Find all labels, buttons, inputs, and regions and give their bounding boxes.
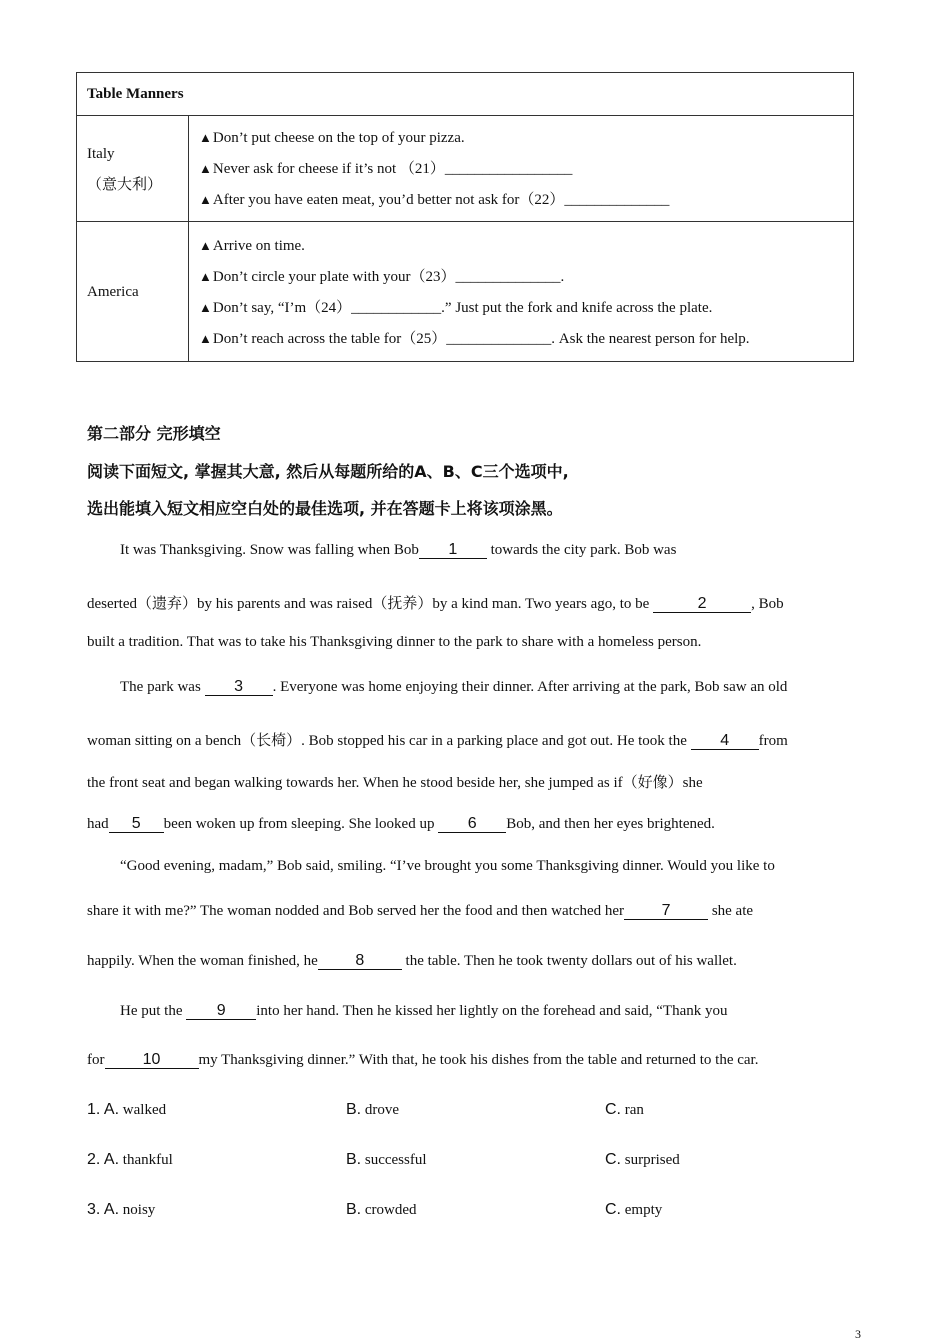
table-row-italy [77, 116, 854, 222]
passage-line: “Good evening, madam,” Bob said, smiling. “I’ve brought you some Thanksgiving dinner. Would you like to [120, 858, 775, 874]
passage-line: deserted（遗弃）by his parents and was raised（抚养）by a kind man. Two years ago, to be 2 , Bob [87, 595, 784, 612]
option-c: C. surprised [605, 1151, 680, 1168]
country-name-cn: （意大利） [87, 174, 163, 193]
passage-line: woman sitting on a bench（长椅）. Bob stopped his car in a parking place and got out. He took the 4 from [87, 732, 788, 749]
option-a: 1. A. walked [87, 1101, 167, 1118]
rule-item: ▲Don’t put cheese on the top of your pizza. [199, 130, 465, 146]
rules-cell-italy [189, 116, 854, 222]
passage-line: the front seat and began walking towards her. When he stood beside her, she jumped as if（好像）she [87, 775, 703, 791]
table-title: Table Manners [77, 73, 854, 116]
passage-line: The park was 3 . Everyone was home enjoying their dinner. After arriving at the park, Bob saw an old [120, 678, 788, 695]
rule-item: ▲Don’t circle your plate with your（23）______________. [199, 268, 565, 285]
triangle-bullet-icon: ▲ [199, 161, 212, 176]
country-name: Italy [87, 145, 115, 162]
triangle-bullet-icon: ▲ [199, 299, 212, 315]
passage-line: He put the 9 into her hand. Then he kissed her lightly on the forehead and said, “Thank you [120, 1002, 728, 1019]
passage-line: happily. When the woman finished, he 8 the table. Then he took twenty dollars out of his wallet. [87, 952, 737, 969]
country-cell-america: America [77, 222, 189, 362]
blank-8: 8 [318, 953, 402, 970]
passage-line: share it with me?” The woman nodded and Bob served her the food and then watched her 7 she ate [87, 902, 754, 919]
blank-7: 7 [624, 903, 708, 920]
triangle-bullet-icon: ▲ [199, 130, 212, 145]
option-b: B. crowded [346, 1201, 417, 1218]
triangle-bullet-icon: ▲ [199, 268, 212, 284]
blank-10: 10 [105, 1052, 199, 1069]
blank-2: 2 [653, 596, 751, 613]
table-header-row [77, 73, 854, 116]
rule-item: ▲After you have eaten meat, you’d better not ask for（22）______________ [199, 192, 670, 208]
triangle-bullet-icon: ▲ [199, 237, 212, 253]
blank-6: 6 [438, 816, 506, 833]
passage-line: for 10 my Thanksgiving dinner.” With that, he took his dishes from the table and returned to the car. [87, 1051, 759, 1068]
triangle-bullet-icon: ▲ [199, 192, 212, 207]
blank-4: 4 [691, 733, 759, 750]
table-row-america [77, 222, 854, 362]
option-b: B. drove [346, 1101, 400, 1118]
blank-5: 5 [109, 816, 164, 833]
section-instruction-2: 选出能填入短文相应空白处的最佳选项, 并在答题卡上将该项涂黑。 [87, 499, 563, 518]
passage-line: had 5 been woken up from sleeping. She looked up 6 Bob, and then her eyes brightened. [87, 815, 715, 832]
option-b: B. successful [346, 1151, 427, 1168]
passage-line: built a tradition. That was to take his Thanksgiving dinner to the park to share with a homeless person. [87, 634, 702, 650]
option-a: 3. A. noisy [87, 1201, 156, 1218]
rule-item: ▲Arrive on time. [199, 237, 305, 254]
rules-cell-america [189, 222, 854, 362]
rule-item: ▲Don’t say, “I’m（24）____________.” Just put the fork and knife across the plate. [199, 299, 713, 316]
option-a: 2. A. thankful [87, 1151, 173, 1168]
option-c: C. empty [605, 1201, 663, 1218]
blank-3: 3 [205, 679, 273, 696]
option-c: C. ran [605, 1101, 644, 1118]
country-cell-italy [77, 116, 189, 222]
rule-item: ▲Never ask for cheese if it’s not （21）_________________ [199, 161, 573, 177]
page-number: 3 [855, 1327, 861, 1341]
rule-item: ▲Don’t reach across the table for（25）______________. Ask the nearest person for help. [199, 330, 750, 347]
section-title: 第二部分 完形填空 [87, 424, 221, 443]
section-instruction-1: 阅读下面短文, 掌握其大意, 然后从每题所给的A、B、C三个选项中, [87, 462, 569, 481]
table-manners [76, 72, 854, 362]
blank-9: 9 [186, 1003, 256, 1020]
triangle-bullet-icon: ▲ [199, 330, 212, 346]
blank-1: 1 [419, 542, 487, 559]
passage-line: It was Thanksgiving. Snow was falling when Bob 1 towards the city park. Bob was [120, 541, 677, 558]
